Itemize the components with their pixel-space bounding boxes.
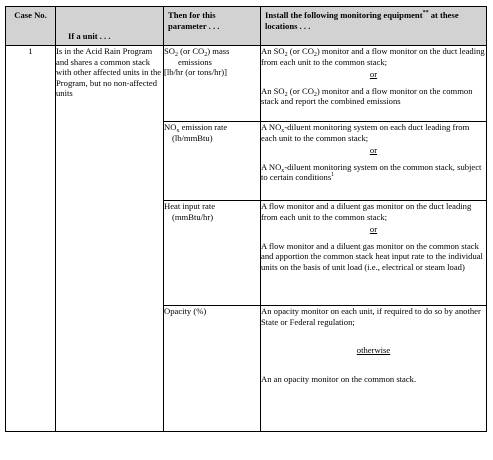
parameter-unit: [lb/hr (or tons/hr)]: [164, 67, 228, 78]
header-parameter: Then for this parameter . . .: [164, 7, 261, 46]
table-row-so2: [6, 46, 487, 122]
equipment-option-2: A $NO_x$-diluent monitoring system on the common stack, subject to certain conditions$^1$: [261, 161, 482, 183]
parameter-name: Opacity (%): [164, 306, 207, 316]
option-separator: or: [369, 224, 378, 235]
parameter-cell-so2: [164, 46, 261, 122]
equipment-option-2: An an opacity monitor on the common stack.: [261, 373, 417, 384]
option-separator: otherwise: [356, 345, 391, 356]
equipment-option-1: A $NO_x$-diluent monitoring system on each duct leading from each unit to the common stack;: [261, 122, 470, 143]
header-install-footnote: **: [422, 10, 429, 16]
option-separator: or: [369, 69, 378, 80]
footnote-marker: 1: [331, 172, 335, 179]
equipment-cell-so2: [261, 46, 487, 122]
header-case-no: Case No.: [6, 7, 56, 46]
equipment-option-1: A flow monitor and a diluent gas monitor on the duct leading from each unit to the common stack;: [261, 201, 472, 222]
equipment-option-1: An opacity monitor on each unit, if required to do so by another State or Federal regulation;: [261, 306, 481, 327]
option-separator: or: [369, 145, 378, 156]
parameter-name: $NO_x$ emission rate: [164, 122, 228, 134]
header-row: [6, 7, 487, 46]
monitoring-requirements-table: [5, 6, 487, 432]
unit-description: Is in the Acid Rain Program and shares a common stack with other affected units in the Program, but no non-affected units: [56, 46, 164, 432]
parameter-cell-nox: [164, 122, 261, 201]
header-install: [261, 7, 487, 46]
parameter-name-cont: emissions: [178, 56, 212, 67]
parameter-cell-heat-input: [164, 201, 261, 306]
equipment-cell-opacity: [261, 306, 487, 432]
parameter-cell-opacity: [164, 306, 261, 432]
equipment-cell-nox: [261, 122, 487, 201]
header-install-tail: at these locations . . .: [265, 10, 459, 31]
parameter-name: Heat input rate: [164, 201, 216, 211]
parameter-unit: (lb/mmBtu): [172, 132, 213, 143]
equipment-cell-heat-input: [261, 201, 487, 306]
header-install-text: Install the following monitoring equipment: [265, 10, 423, 20]
equipment-option-2: A flow monitor and a diluent gas monitor on the common stack and apportion the common stack heat input rate to the individual units on the basis of unit load (i.e., electrical or steam load): [261, 240, 483, 272]
case-number: 1: [6, 46, 56, 432]
equipment-option-2: An $SO_2$ (or $CO_2$) monitor and a flow monitor on the common stack and report the combined emissions: [261, 85, 473, 107]
parameter-unit: (mmBtu/hr): [172, 211, 214, 222]
header-if-unit: If a unit . . .: [56, 7, 164, 46]
parameter-name: $SO_2$ (or $CO_2$) mass: [164, 46, 230, 58]
equipment-option-1: An $SO_2$ (or $CO_2$) monitor and a flow monitor on the duct leading from each unit to the common stack;: [261, 46, 485, 67]
